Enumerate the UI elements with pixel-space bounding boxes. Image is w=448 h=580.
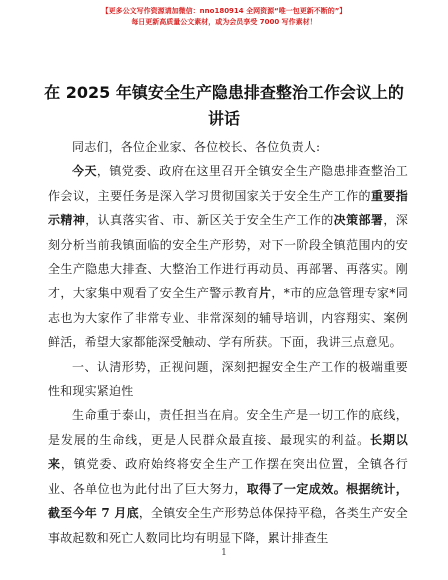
promo-banner xyxy=(0,6,448,28)
emphasis-text: 决策部署 xyxy=(333,213,384,228)
emphasis-text: 长期以来 xyxy=(48,432,408,472)
body-text: ，镇党委、政府始终将安全生产工作摆在突出位置，全镇各行业、各单位也为此付出了巨大努力， xyxy=(48,457,409,496)
emphasis-text: 今天 xyxy=(72,164,97,179)
body-text: ，全镇安全生产形势总体保持平稳，各类生产安全事故起数和死亡人数同比均有明显下降，累计排查生 xyxy=(48,506,408,545)
body-text: ，深刻分析当前我镇面临的安全生产形势，对下一阶段全镇范围内的安全生产隐患大排查、大整治工作进行再动员、再部署、再落实。刚才，大家集中观看了安全生产警示教育 xyxy=(48,213,408,301)
body-text: ，镇党委、政府在这里召开全镇安全生产隐患排查整治工作会议，主要任务是深入学习贯彻国家关于安全生产工作的 xyxy=(48,164,408,203)
emphasis-text: 取得了一定成效。根据统计，截至今年 7 月底 xyxy=(48,481,409,521)
promo-banner-line2: 每日更新高质量公文素材，或为会员享受 7000 写作素材！ xyxy=(131,18,317,26)
promo-banner-line1: 【更多公文写作资源请加微信：nno180914 全网资源“唯一包更新不断的”】 xyxy=(101,7,347,15)
salutation: 同志们，各位企业家、各位校长、各位负责人: xyxy=(72,140,321,154)
body-text: ，认真落实省、市、新区关于安全生产工作的 xyxy=(85,213,334,228)
page-number: 1 xyxy=(221,548,227,558)
emphasis-text: 片 xyxy=(258,286,272,301)
body-text: 生命重于泰山，责任担当在肩。安全生产是一切工作的底线，是发展的生命线，更是人民群众最直接、最现实的利益。 xyxy=(48,408,408,447)
body-text: ，*市的应急管理专家*同志也为大家作了非常专业、非常深刻的辅导培训，内容翔实、案例鲜活，希望大家都能深受触动、学有所获。下面，我讲三点意见。 xyxy=(48,286,409,350)
document-title: 在 2025 年镇安全生产隐患排查整治工作会议上的讲话 xyxy=(44,83,404,128)
section-heading-1: 一、认清形势，正视问题，深刻把握安全生产工作的极端重要性和现实紧迫性 xyxy=(48,359,408,399)
document-body xyxy=(48,135,408,550)
paragraph-intro xyxy=(48,159,408,354)
paragraph-section-1 xyxy=(48,403,408,549)
emphasis-text: 重要指示精神 xyxy=(48,188,408,228)
